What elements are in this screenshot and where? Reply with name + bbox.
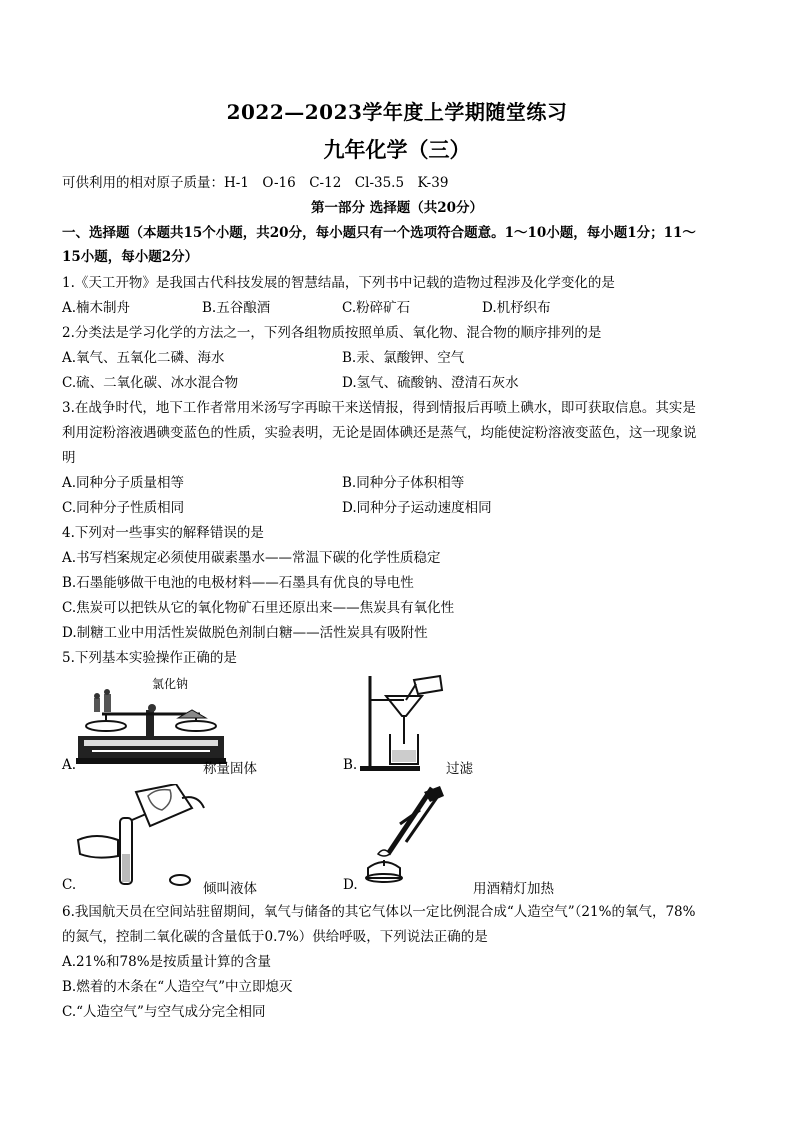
q5-option-b-caption: 过滤 [446, 761, 473, 777]
q4-option-c: C.焦炭可以把铁从它的氧化物矿石里还原出来——焦炭具有氧化性 [62, 600, 455, 616]
part1-title: 第一部分 选择题（共20分） [311, 200, 483, 216]
q4-stem: 4.下列对一些事实的解释错误的是 [62, 525, 264, 541]
q5-option-d-letter: D. [343, 877, 358, 893]
q4-option-d: D.制糖工业中用活性炭做脱色剂制白糖——活性炭具有吸附性 [62, 625, 428, 641]
alcohol-lamp-heating-figure [360, 784, 460, 884]
balance-scale-figure [72, 674, 232, 770]
q3-option-b: B.同种分子体积相等 [342, 475, 465, 491]
q2-option-c: C.硫、二氧化碳、冰水混合物 [62, 375, 239, 391]
q1-option-b: B.五谷酿酒 [202, 300, 271, 316]
q5-option-a-caption: 称量固体 [203, 761, 257, 777]
q1-option-d: D.机杼织布 [482, 300, 551, 316]
q3-option-c: C.同种分子性质相同 [62, 500, 185, 516]
filtration-figure [356, 672, 446, 772]
q5-option-c-letter: C. [62, 877, 77, 893]
q5-option-d-caption: 用酒精灯加热 [473, 881, 554, 897]
q4-option-b: B.石墨能够做干电池的电极材料——石墨具有优良的导电性 [62, 575, 414, 591]
q2-option-a: A.氧气、五氧化二磷、海水 [62, 350, 225, 366]
atomic-masses: 可供利用的相对原子质量：H-1 O-16 C-12 Cl-35.5 K-39 [62, 175, 449, 191]
q1-option-c: C.粉碎矿石 [342, 300, 411, 316]
q4-option-a: A.书写档案规定必须使用碳素墨水——常温下碳的化学性质稳定 [62, 550, 441, 566]
q6-stem-line2: 的氮气，控制二氧化碳的含量低于0.7%）供给呼吸，下列说法正确的是 [62, 929, 488, 945]
q1-option-a: A.楠木制舟 [62, 300, 131, 316]
q5-option-b-letter: B. [343, 757, 358, 773]
q3-option-d: D.同种分子运动速度相同 [342, 500, 492, 516]
q3-option-a: A.同种分子质量相等 [62, 475, 185, 491]
q2-stem: 2.分类法是学习化学的方法之一，下列各组物质按照单质、氧化物、混合物的顺序排列的是 [62, 325, 602, 341]
q1-stem: 1.《天工开物》是我国古代科技发展的智慧结晶，下列书中记载的造物过程涉及化学变化的是 [62, 275, 615, 291]
q2-option-b: B.汞、氯酸钾、空气 [342, 350, 465, 366]
q6-option-a: A.21%和78%是按质量计算的含量 [62, 954, 272, 970]
q5-option-c-caption: 倾叫液体 [203, 881, 257, 897]
sodium-chloride-label: 氯化钠 [152, 677, 189, 691]
q2-option-d: D.氢气、硫酸钠、澄清石灰水 [342, 375, 519, 391]
q5-option-a-letter: A. [62, 757, 77, 773]
q3-stem-line1: 3.在战争时代，地下工作者常用米汤写字再晾干来送情报，得到情报后再喷上碘水，即可获取信息。其实是 [62, 400, 696, 416]
q6-stem-line1: 6.我国航天员在空间站驻留期间，氧气与储备的其它气体以一定比例混合成“人造空气”（21%的氧气，78% [62, 904, 696, 920]
q6-option-b: B.燃着的木条在“人造空气”中立即熄灭 [62, 979, 293, 995]
exam-subtitle: 九年化学（三） [323, 137, 471, 162]
q3-stem-line3: 明 [62, 450, 76, 466]
pouring-liquid-figure [76, 784, 206, 890]
section1-instructions-line2: 15小题，每小题2分） [62, 249, 199, 265]
q5-stem: 5.下列基本实验操作正确的是 [62, 650, 237, 666]
q3-stem-line2: 利用淀粉溶液遇碘变蓝色的性质，实验表明，无论是固体碘还是蒸气，均能使淀粉溶液变蓝色，这一现象说 [62, 425, 697, 441]
section1-instructions-line1: 一、选择题（本题共15个小题，共20分，每小题只有一个选项符合题意。1～10小题，每小题1分；11～ [62, 225, 696, 241]
q6-option-c: C.“人造空气”与空气成分完全相同 [62, 1004, 266, 1020]
exam-title: 2022—2023学年度上学期随堂练习 [226, 100, 568, 124]
